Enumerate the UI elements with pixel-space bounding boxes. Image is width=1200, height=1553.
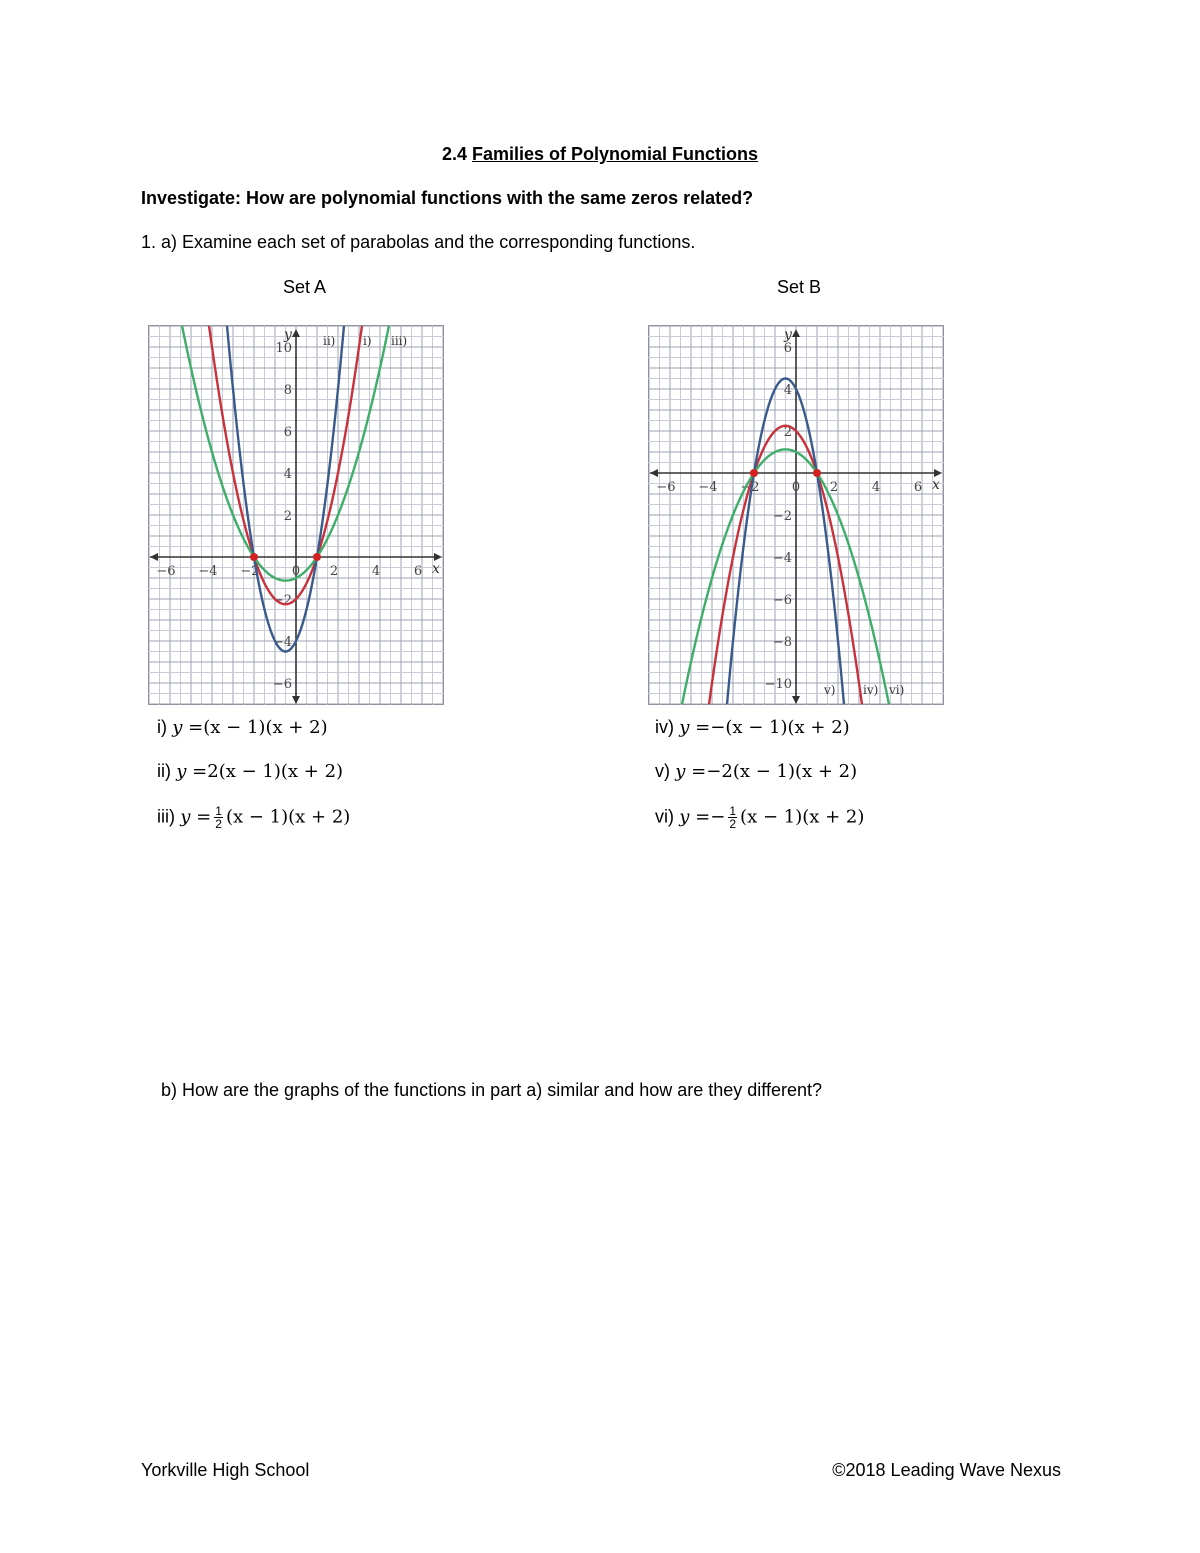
series-label-vi: vi) [889, 683, 905, 697]
zero-point [250, 553, 258, 561]
equation-i [157, 717, 328, 739]
equation-vi [655, 805, 864, 830]
fraction-numerator: 1 [729, 804, 737, 818]
x-tick-label: 2 [829, 480, 839, 495]
set-a-label: Set A [283, 277, 327, 297]
x-tick-label: −4 [698, 480, 718, 495]
x-axis-label: x [432, 561, 440, 577]
equation-rest: (x − 1)(x + 2) [225, 806, 351, 828]
equation-rest: (x − 1)(x + 2) [740, 806, 865, 828]
x-axis-label: x [932, 477, 940, 493]
equation-coef: − [710, 806, 726, 828]
fraction [214, 805, 223, 830]
series-label-ii: ii) [323, 334, 336, 348]
y-tick-label: −2 [772, 509, 792, 524]
equation-coef: − [710, 717, 726, 738]
title-text: Families of Polynomial Functions [472, 144, 759, 164]
set-b-graph [648, 325, 944, 705]
equation-rest: (x − 1)(x + 2) [203, 717, 328, 738]
y-tick-label: −8 [772, 635, 792, 650]
fraction [728, 805, 737, 830]
fraction-numerator: 1 [215, 804, 222, 818]
page-title [0, 144, 1200, 165]
y-tick-label: 6 [283, 425, 292, 440]
y-tick-label: −4 [272, 635, 292, 650]
x-tick-label: 0 [291, 564, 301, 579]
y-tick-label: 2 [783, 425, 792, 440]
equation-label: iii) [157, 806, 175, 827]
y-tick-label: 8 [283, 383, 292, 398]
equation-ii [157, 761, 343, 783]
y-axis-label: y [784, 327, 792, 343]
x-tick-label: 4 [371, 564, 381, 579]
question-1a: 1. a) Examine each set of parabolas and the corresponding functions. [141, 232, 696, 252]
series-label-iv: iv) [863, 683, 879, 697]
y-tick-label: 4 [783, 383, 792, 398]
x-tick-label: −6 [656, 480, 676, 495]
title-number: 2.4 [441, 144, 467, 164]
equation-lhs: y = [675, 761, 707, 782]
equation-label: vi) [655, 806, 674, 827]
x-tick-label: −2 [240, 564, 260, 579]
question-1b: b) How are the graphs of the functions in part a) similar and how are they different? [161, 1080, 823, 1100]
fraction-denominator: 2 [729, 817, 737, 831]
y-tick-label: 2 [283, 509, 292, 524]
equation-rest: (x − 1)(x + 2) [732, 761, 858, 782]
set-a-graph [148, 325, 444, 705]
equation-v [655, 761, 857, 783]
footer-copyright: ©2018 Leading Wave Nexus [832, 1460, 1061, 1480]
equation-label: ii) [157, 761, 171, 781]
equation-lhs: y = [679, 806, 711, 828]
zero-point [750, 469, 758, 477]
equation-iv [655, 717, 850, 739]
y-tick-label: −2 [272, 593, 292, 608]
equation-coef: 2 [207, 761, 219, 782]
equation-lhs: y = [176, 761, 208, 782]
series-label-v: v) [824, 683, 836, 697]
y-tick-label: 10 [275, 341, 292, 356]
x-tick-label: 4 [871, 480, 881, 495]
x-tick-label: −4 [198, 564, 218, 579]
equation-label: i) [157, 717, 167, 737]
x-tick-label: 6 [913, 480, 923, 495]
y-tick-label: 4 [283, 467, 292, 482]
equation-rest: (x − 1)(x + 2) [725, 717, 850, 738]
series-label-iii: iii) [391, 334, 408, 348]
y-tick-label: −6 [272, 677, 292, 692]
y-tick-label: −6 [772, 593, 792, 608]
x-tick-label: 0 [791, 480, 801, 495]
x-tick-label: 2 [329, 564, 339, 579]
investigate-heading: Investigate: How are polynomial functions with the same zeros related? [141, 188, 754, 208]
equation-iii [157, 805, 350, 830]
equation-rest: (x − 1)(x + 2) [218, 761, 344, 782]
x-tick-label: 6 [413, 564, 423, 579]
footer-school: Yorkville High School [141, 1460, 310, 1480]
y-axis-label: y [284, 327, 292, 343]
equation-label: iv) [655, 717, 674, 737]
equation-coef: −2 [706, 761, 733, 782]
equation-lhs: y = [180, 806, 212, 828]
zero-point [813, 469, 821, 477]
y-tick-label: −10 [764, 677, 792, 692]
y-tick-label: 6 [783, 341, 792, 356]
x-tick-label: −6 [156, 564, 176, 579]
set-b-label: Set B [777, 277, 822, 297]
zero-point [313, 553, 321, 561]
series-label-i: i) [363, 334, 372, 348]
equation-lhs: y = [679, 717, 711, 738]
y-tick-label: −4 [772, 551, 792, 566]
fraction-denominator: 2 [215, 817, 222, 831]
x-tick-label: −2 [740, 480, 760, 495]
equation-label: v) [655, 761, 670, 781]
equation-lhs: y = [172, 717, 204, 738]
